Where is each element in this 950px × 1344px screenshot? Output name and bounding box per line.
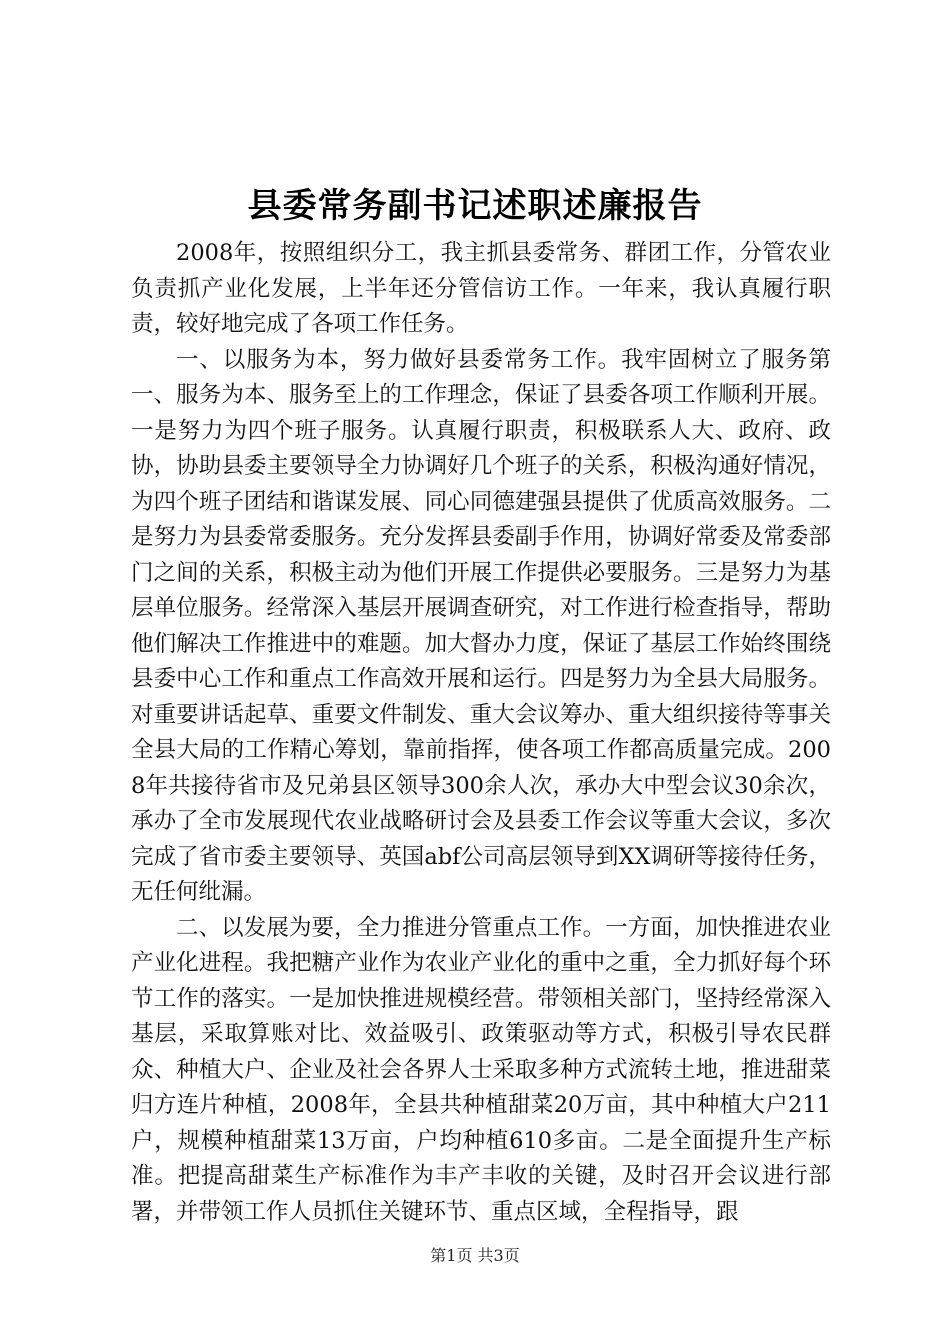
paragraph-section-two: 二、以发展为要，全力推进分管重点工作。一方面，加快推进农业产业化进程。我把糖产业作为农业产业化的重中之重，全力抓好每个环节工作的落实。一是加快推进规模经营。带领相关部门，坚持经常深入基层，采取算账对比、效益吸引、政策驱动等方式，积极引导农民群众、种植大户、企业及社会各界人士采取多种方式流转土地，推进甜菜归方连片种植，2008年，全县共种植甜菜20万亩，其中种植大户211户，规模种植甜菜13万亩，户均种植610多亩。二是全面提升生产标准。把提高甜菜生产标准作为丰产丰收的关键，及时召开会议进行部署，并带领工作人员抓住关键环节、重点区域，全程指导，跟	[131, 914, 831, 1225]
page-number-footer: 第1页 共3页	[430, 1246, 520, 1265]
document-body	[131, 236, 831, 1230]
paragraph-section-one: 一、以服务为本，努力做好县委常务工作。我牢固树立了服务第一、服务为本、服务至上的工作理念，保证了县委各项工作顺利开展。一是努力为四个班子服务。认真履行职责，积极联系人大、政府、政协，协助县委主要领导全力协调好几个班子的关系，积极沟通好情况，为四个班子团结和谐谋发展、同心同德建强县提供了优质高效服务。二是努力为县委常委服务。充分发挥县委副手作用，协调好常委及常委部门之间的关系，积极主动为他们开展工作提供必要服务。三是努力为基层单位服务。经常深入基层开展调查研究，对工作进行检查指导，帮助他们解决工作推进中的难题。加大督办力度，保证了基层工作始终围绕县委中心工作和重点工作高效开展和运行。四是努力为全县大局服务。对重要讲话起草、重要文件制发、重大会议筹办、重大组织接待等事关全县大局的工作精心筹划，靠前指挥，使各项工作都高质量完成。2008年共接待省市及兄弟县区领导300余人次，承办大中型会议30余次，承办了全市发展现代农业战略研讨会及县委工作会议等重大会议，多次完成了省市委主要领导、英国abf公司高层领导到XX调研等接待任务，无任何纰漏。	[131, 346, 831, 905]
document-title: 县委常务副书记述职述廉报告	[247, 186, 703, 226]
paragraph-intro: 2008年，按照组织分工，我主抓县委常务、群团工作，分管农业负责抓产业化发展，上半年还分管信访工作。一年来，我认真履行职责，较好地完成了各项工作任务。	[131, 240, 831, 337]
